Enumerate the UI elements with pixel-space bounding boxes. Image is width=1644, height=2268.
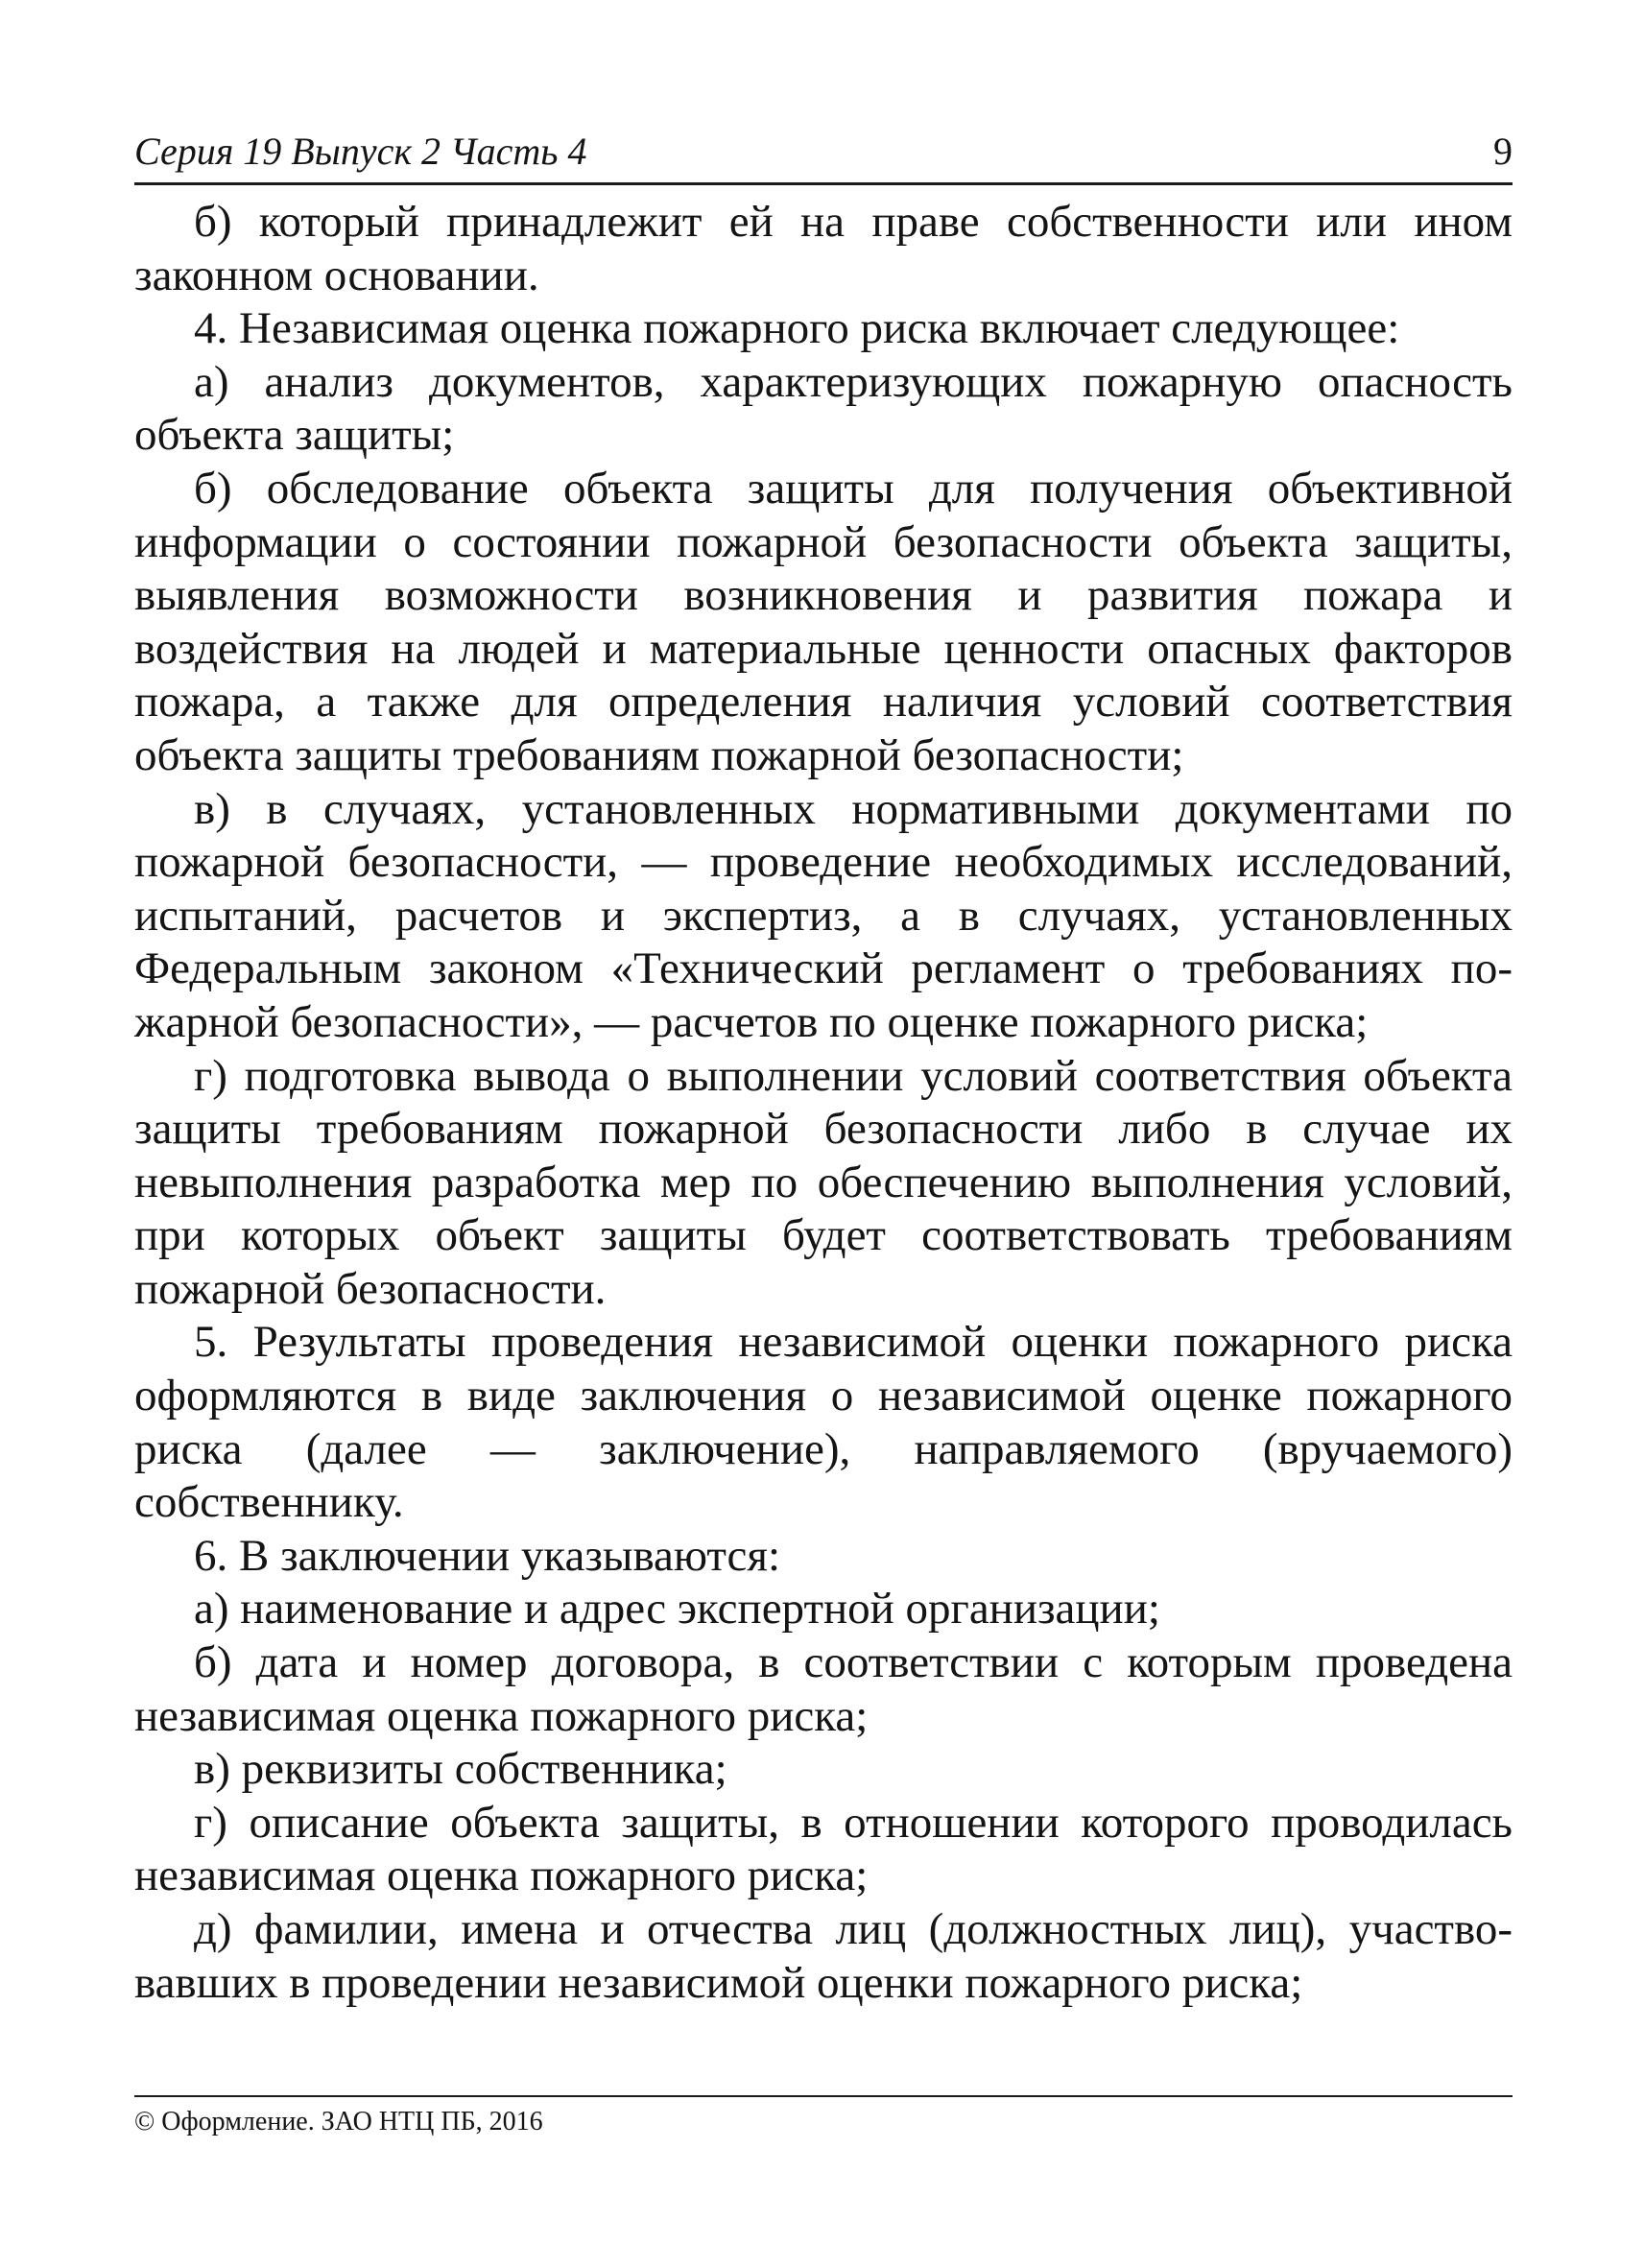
paragraph-4b: б) обследование объекта защиты для получения объективной информации о состоянии пожарной безопасности объекта защиты, выявления возможности возникновения и развития пожара и воздействия на людей и материальные ценности опасных факторов пожара, а также для определения наличия условий соответствия объекта защиты требованиям пожарной безопасности; [134,463,1513,780]
footer-divider [134,2095,1513,2097]
paragraph-4-intro: 4. Независимая оценка пожарного риска включает следующее: [194,303,1400,354]
page-body [134,196,1513,2010]
footer-copyright: © Оформление. ЗАО НТЦ ПБ, 2016 [134,2107,543,2137]
paragraph-6b: б) дата и номер договора, в соответствии с которым проведена независимая оценка пожарного риска; [134,1637,1513,1741]
paragraph-6g: г) описание объекта защиты, в отношении которого проводилась независимая оценка пожарного риска; [134,1797,1513,1901]
page-number: 9 [1493,130,1513,173]
paragraph-4a: а) анализ документов, характеризующих пожарную опасность объекта защиты; [134,356,1513,461]
paragraph-6-intro: 6. В заключении указываются: [194,1530,781,1581]
paragraph-4g: г) подготовка вывода о выполнении условий соответствия объекта защиты требованиям пожарной безопасности либо в случае их невыполнения разработка мер по обеспечению выполнения условий, при которых объект защиты будет соответствовать требованиям пожарной безопасности. [134,1050,1513,1314]
running-header [134,127,1513,185]
paragraph-4v: в) в случаях, установленных нормативными документами по пожарной безопасности, — проведение необходимых исследований, испытаний, расчетов и экспертиз, а в случаях, установленных Федеральным законом «Технический регламент о требованиях пожарной безопасности», — расчетов по оценке пожарного риска; [134,783,1513,1047]
paragraph-5: 5. Результаты проведения независимой оценки пожарного риска оформляются в виде заключения о независимой оценке пожарного риска (далее — заключение), направляемого (вручаемого) собственнику. [134,1317,1513,1528]
header-title: Серия 19 Выпуск 2 Часть 4 [134,130,587,173]
paragraph-6v: в) реквизиты собственника; [194,1744,727,1795]
paragraph-6a: а) наименование и адрес экспертной организации; [194,1584,1160,1635]
paragraph-6d: д) фамилии, имена и отчества лиц (должностных лиц), участвовавших в проведении независимой оценки пожарного риска; [134,1904,1513,2008]
paragraph-1b-ownership: б) который принадлежит ей на праве собственности или ином законном основании. [134,197,1513,300]
